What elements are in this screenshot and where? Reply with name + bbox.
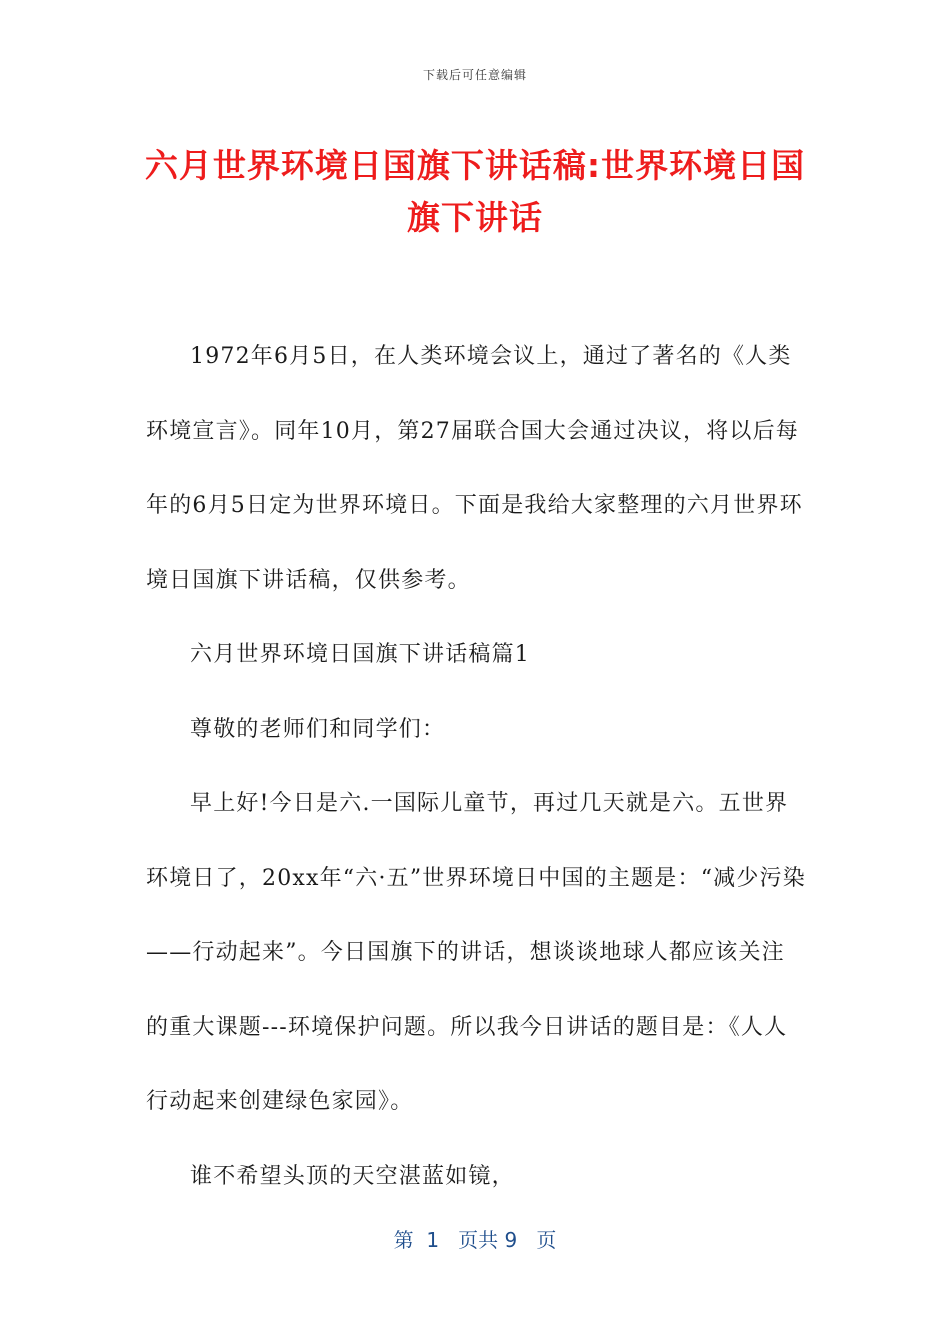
paragraph-intro: 1972年6月5日，在人类环境会议上，通过了著名的《人类环境宣言》。同年10月，第27届联合国大会通过决议，将以后每年的6月5日定为世界环境日。下面是我给大家整理的六月世界环境日国旗下讲话稿，仅供参考。: [146, 344, 803, 593]
paragraph-closing-line: 谁不希望头顶的天空湛蓝如镜，: [190, 1163, 515, 1189]
paragraph-salutation: 尊敬的老师们和同学们：: [190, 716, 446, 742]
header-note: 下载后可任意编辑: [422, 68, 527, 82]
document-title: 六月世界环境日国旗下讲话稿:世界环境日国旗下讲话: [144, 146, 806, 237]
page-number-footer: 第 1 页共 9 页: [393, 1228, 557, 1252]
document-body: [146, 320, 806, 1214]
paragraph-greeting: 早上好!今日是六.一国际儿童节，再过几天就是六。五世界环境日了，20xx年“六·五”世界环境日中国的主题是：“减少污染——行动起来”。今日国旗下的讲话，想谈谈地球人都应该关注的重大课题---环境保护问题。所以我今日讲话的题目是：《人人行动起来创建绿色家园》。: [146, 791, 806, 1114]
paragraph-section-heading: 六月世界环境日国旗下讲话稿篇1: [190, 642, 530, 667]
